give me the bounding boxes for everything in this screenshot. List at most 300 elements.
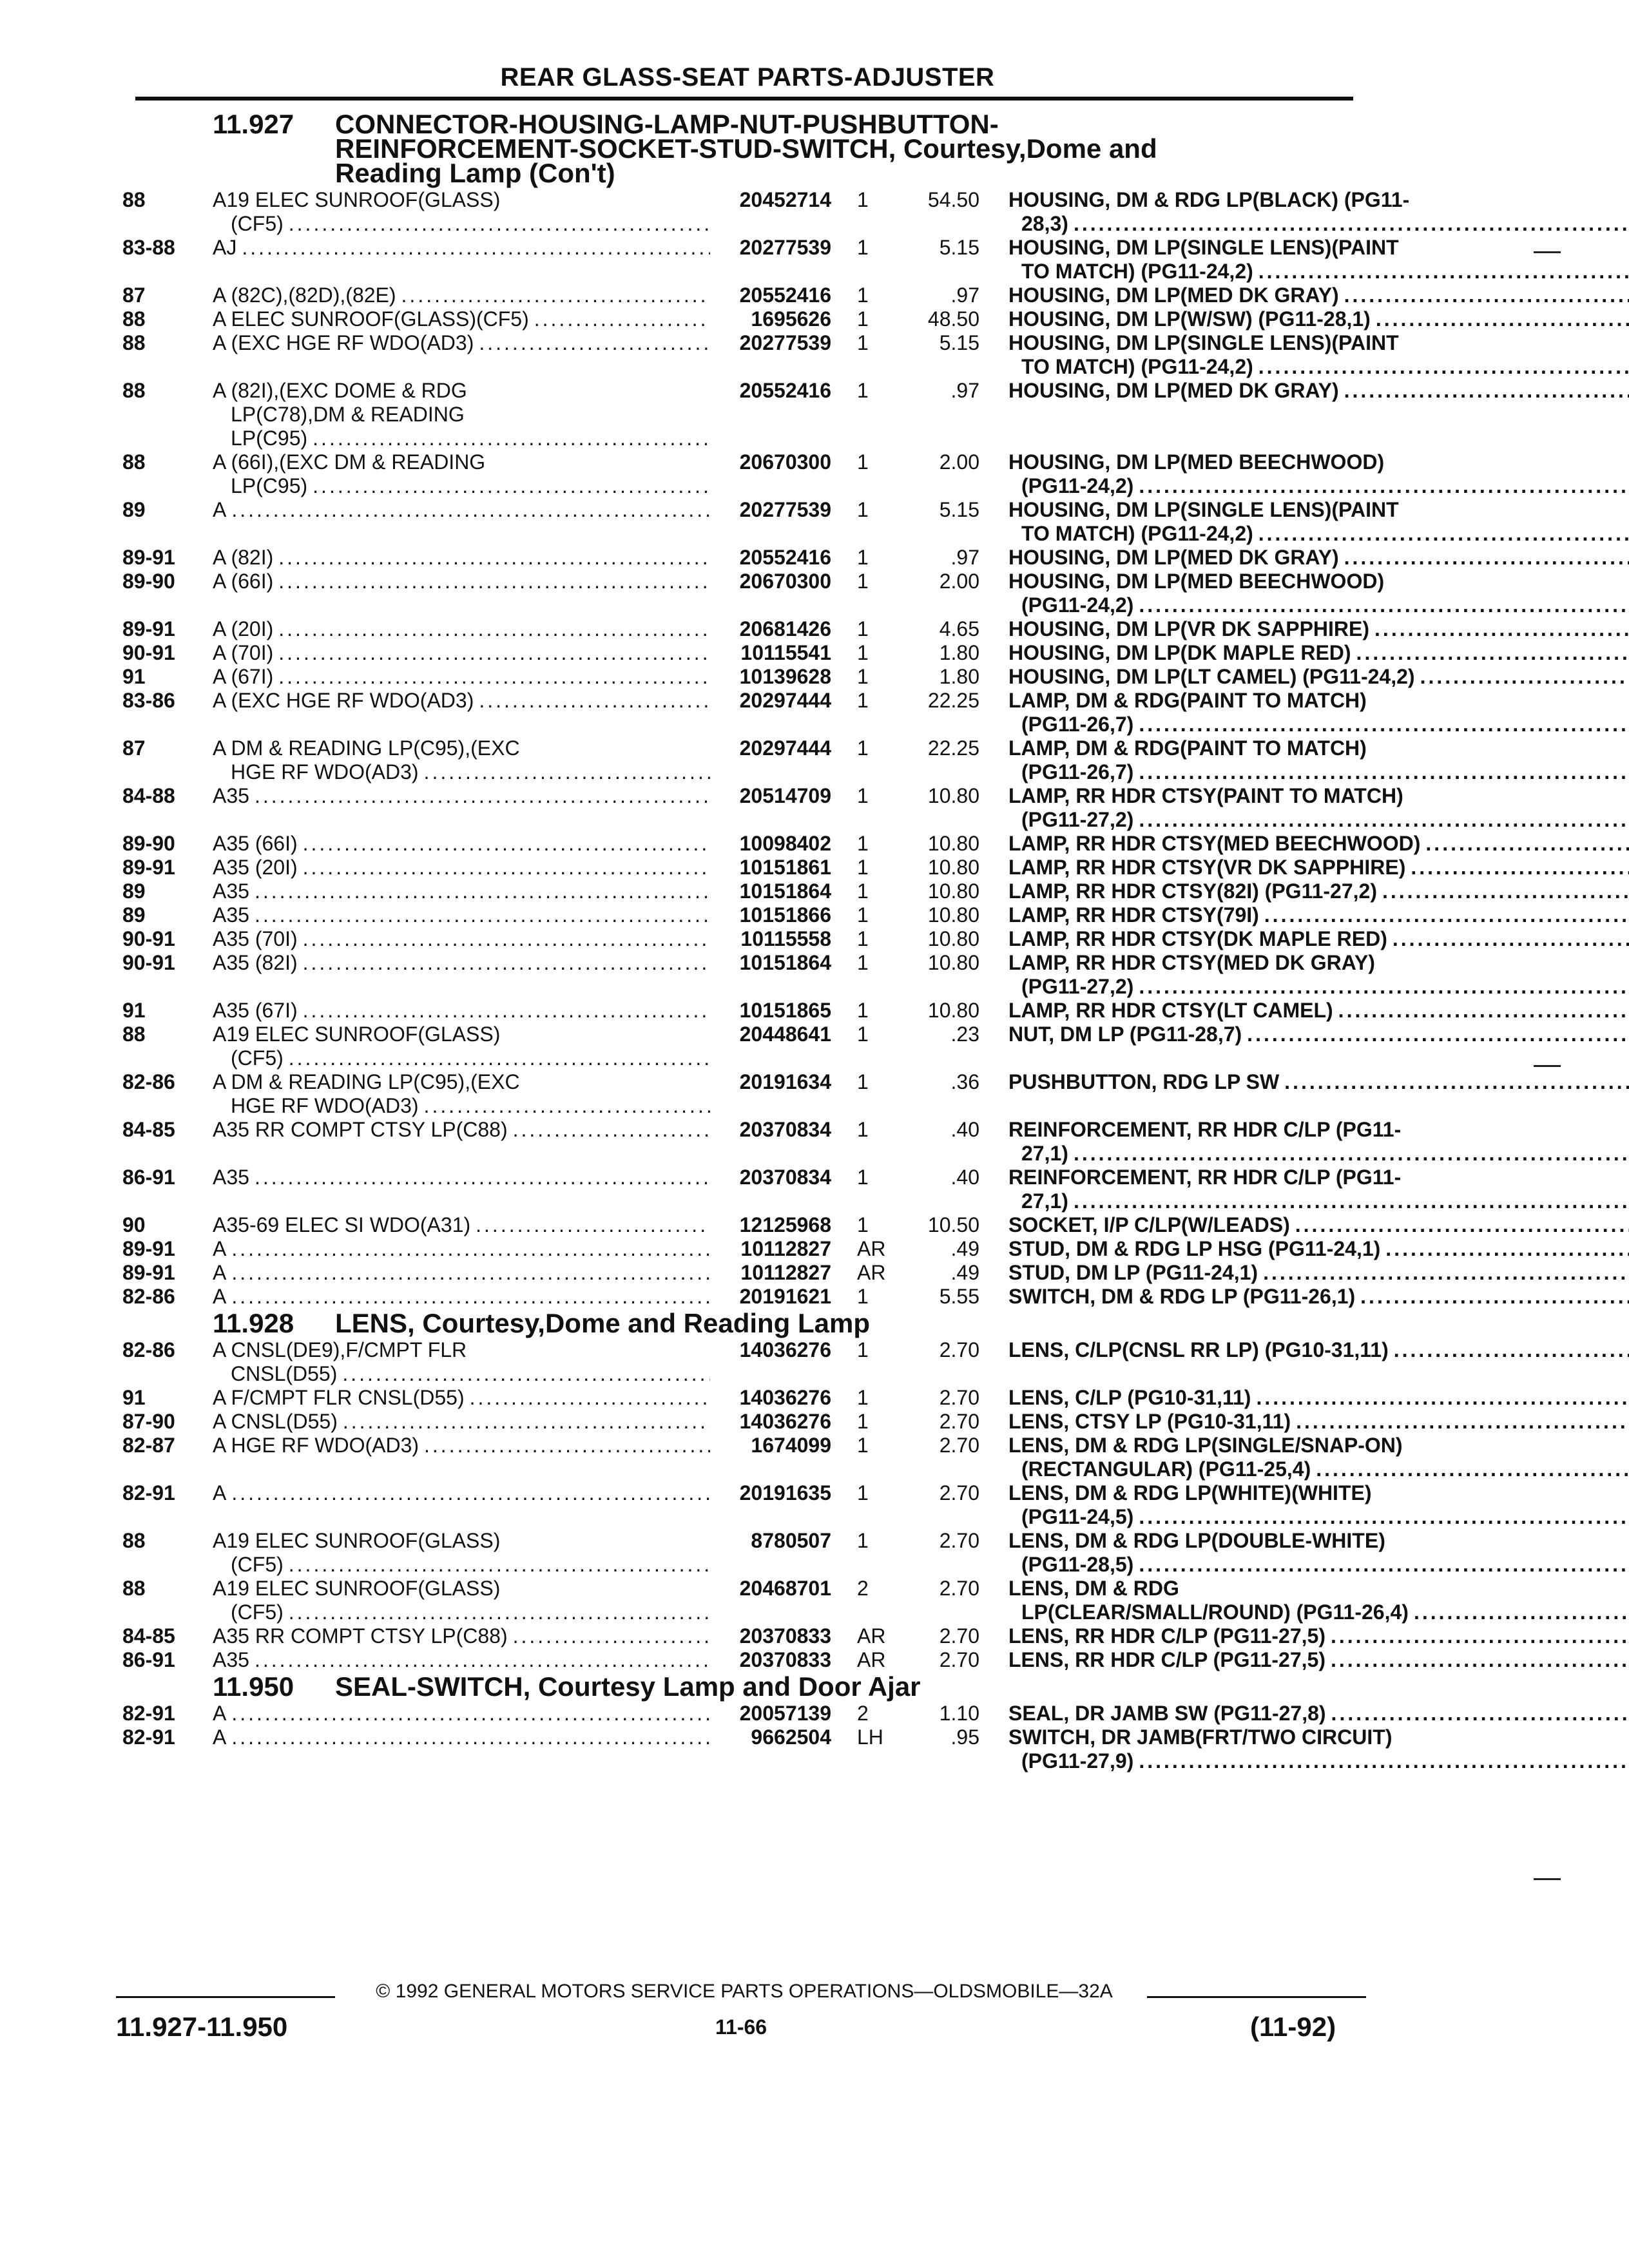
table-row: [122, 498, 1399, 546]
leader-dots: [278, 617, 710, 641]
part-number: 20514709: [739, 784, 831, 807]
table-row: [122, 1648, 1360, 1672]
application-line: [213, 1046, 715, 1070]
leader-dots: [1139, 808, 1629, 832]
description-text: HOUSING, DM LP(SINGLE LENS)(PAINT: [1008, 498, 1399, 521]
part-description: [979, 641, 1629, 665]
application-text: HGE RF WDO(AD3): [231, 1094, 419, 1117]
description-line: [1008, 856, 1629, 879]
description-line: [1008, 188, 1629, 212]
quantity: 1: [857, 951, 869, 974]
leader-dots: [479, 689, 710, 713]
section-title-line: Reading Lamp (Con't): [335, 158, 615, 188]
description-text: HOUSING, DM LP(W/SW) (PG11-28,1): [1008, 307, 1371, 331]
part-description: [979, 1237, 1629, 1261]
leader-dots: [1316, 1457, 1629, 1481]
table-row: [122, 784, 1403, 832]
part-number: 1674099: [751, 1434, 831, 1457]
section-title-line: SEAL-SWITCH, Courtesy Lamp and Door Ajar: [335, 1671, 921, 1702]
application-line: [213, 760, 715, 784]
application-line: [213, 951, 715, 975]
description-text: 28,3): [1021, 212, 1068, 235]
part-description: [979, 1213, 1629, 1237]
price: 4.65: [939, 617, 979, 640]
quantity: AR: [857, 1261, 886, 1284]
part-number: 20670300: [739, 570, 831, 593]
part-number: 10151864: [739, 951, 831, 974]
model-year: 87-90: [122, 1410, 175, 1433]
description-text: NUT, DM LP (PG11-28,7): [1008, 1023, 1242, 1046]
part-number: 14036276: [739, 1338, 831, 1361]
part-number: 10151861: [739, 856, 831, 879]
description-text: LAMP, RR HDR CTSY(MED BEECHWOOD): [1008, 832, 1421, 855]
application-text: A: [213, 1237, 227, 1260]
section-title: [335, 109, 1360, 188]
application-text: A: [213, 498, 227, 521]
description-line: [1008, 903, 1629, 927]
leader-dots: [424, 760, 710, 784]
footer-rule-left: [116, 1996, 335, 1998]
description-text: HOUSING, DM LP(SINGLE LENS)(PAINT: [1008, 236, 1399, 259]
quantity: 1: [857, 689, 869, 712]
application-cell: [213, 1338, 715, 1386]
description-line: [1008, 331, 1629, 355]
application-line: [213, 450, 715, 474]
application-line: [213, 665, 715, 689]
description-text: LAMP, RR HDR CTSY(82I) (PG11-27,2): [1008, 879, 1377, 903]
part-number: 10151866: [739, 903, 831, 927]
part-description: [979, 736, 1629, 784]
model-year: 86-91: [122, 1648, 175, 1671]
table-row: [122, 856, 1406, 879]
application-cell: [213, 999, 715, 1023]
leader-dots: [1258, 260, 1629, 284]
application-text: CNSL(D55): [231, 1362, 338, 1385]
quantity: 1: [857, 903, 869, 927]
quantity: 1: [857, 1118, 869, 1141]
application-line: [213, 236, 715, 260]
description-line: [1008, 379, 1629, 403]
leader-dots: [231, 1702, 710, 1725]
application-text: A (EXC HGE RF WDO(AD3): [213, 689, 474, 712]
price: .97: [950, 379, 979, 402]
part-number: 20191621: [739, 1285, 831, 1308]
quantity: 1: [857, 784, 869, 807]
leader-dots: [303, 927, 710, 951]
description-text: (RECTANGULAR) (PG11-25,4): [1021, 1457, 1311, 1481]
part-description: [979, 546, 1629, 570]
model-year: 82-86: [122, 1338, 175, 1361]
part-description: [979, 1070, 1629, 1094]
price: 2.70: [939, 1529, 979, 1552]
price: 1.80: [939, 641, 979, 664]
application-line: [213, 1434, 715, 1457]
leader-dots: [303, 999, 710, 1023]
price: 2.70: [939, 1624, 979, 1648]
leader-dots: [1247, 1023, 1629, 1046]
application-line: [213, 856, 715, 879]
table-row: [122, 379, 1360, 450]
description-line: [1008, 1749, 1629, 1773]
part-number: 20297444: [739, 736, 831, 760]
quantity: 1: [857, 546, 869, 569]
description-text: HOUSING, DM LP(LT CAMEL) (PG11-24,2): [1008, 665, 1415, 688]
leader-dots: [303, 832, 710, 856]
leader-dots: [1139, 1749, 1629, 1773]
leader-dots: [401, 284, 710, 307]
part-description: [979, 498, 1629, 546]
description-line: [1008, 474, 1629, 498]
model-year: 82-86: [122, 1070, 175, 1093]
model-year: 88: [122, 331, 146, 354]
application-text: A35: [213, 903, 249, 927]
model-year: 84-85: [122, 1118, 175, 1141]
description-text: LAMP, RR HDR CTSY(VR DK SAPPHIRE): [1008, 856, 1406, 879]
leader-dots: [1256, 1386, 1629, 1410]
model-year: 82-86: [122, 1285, 175, 1308]
application-text: A19 ELEC SUNROOF(GLASS): [213, 1529, 501, 1552]
section-number: 11.950: [213, 1671, 294, 1702]
application-cell: [213, 379, 715, 450]
application-text: A35 (66I): [213, 832, 298, 855]
leader-dots: [1425, 832, 1629, 856]
description-text: LAMP, RR HDR CTSY(MED DK GRAY): [1008, 951, 1375, 974]
description-text: SEAL, DR JAMB SW (PG11-27,8): [1008, 1702, 1326, 1725]
quantity: AR: [857, 1624, 886, 1648]
application-line: [213, 1261, 715, 1285]
leader-dots: [513, 1118, 710, 1142]
part-description: [979, 1386, 1629, 1410]
application-cell: [213, 450, 715, 498]
price: 2.00: [939, 450, 979, 474]
price: 1.80: [939, 665, 979, 688]
application-text: A35 (67I): [213, 999, 298, 1022]
leader-dots: [231, 498, 710, 522]
application-cell: [213, 856, 715, 879]
application-line: [213, 784, 715, 808]
table-row: [122, 570, 1385, 617]
application-cell: [213, 1261, 715, 1285]
description-text: TO MATCH) (PG11-24,2): [1021, 522, 1253, 545]
margin-tick: [1534, 251, 1561, 253]
application-line: [213, 903, 715, 927]
application-text: LP(C95): [231, 427, 308, 450]
quantity: 1: [857, 450, 869, 474]
application-cell: [213, 236, 715, 260]
part-description: [979, 689, 1629, 736]
application-line: [213, 570, 715, 593]
application-cell: [213, 784, 715, 808]
table-row: [122, 999, 1360, 1023]
section-title-line: CONNECTOR-HOUSING-LAMP-NUT-PUSHBUTTON-: [335, 109, 999, 139]
table-row: [122, 1261, 1360, 1285]
leader-dots: [1331, 1702, 1629, 1725]
application-line: [213, 498, 715, 522]
description-text: (PG11-26,7): [1021, 713, 1134, 736]
table-row: [122, 1023, 1360, 1070]
part-number: 20277539: [739, 331, 831, 354]
description-line: [1008, 879, 1629, 903]
application-line: [213, 1285, 715, 1309]
description-text: LENS, RR HDR C/LP (PG11-27,5): [1008, 1648, 1325, 1671]
application-text: A35: [213, 1648, 249, 1671]
leader-dots: [1344, 379, 1629, 403]
application-text: LP(C95): [231, 474, 308, 497]
application-text: (CF5): [231, 1553, 284, 1576]
description-line: [1008, 999, 1629, 1023]
part-number: 20670300: [739, 450, 831, 474]
description-line: [1008, 450, 1629, 474]
section-number: 11.928: [213, 1308, 294, 1338]
description-line: [1008, 1118, 1629, 1142]
price: 2.70: [939, 1434, 979, 1457]
part-number: 20370834: [739, 1166, 831, 1189]
description-text: SWITCH, DM & RDG LP (PG11-26,1): [1008, 1285, 1356, 1308]
part-description: [979, 1166, 1629, 1213]
application-cell: [213, 284, 715, 307]
application-line: [213, 379, 715, 403]
price: 2.70: [939, 1648, 979, 1671]
quantity: 1: [857, 331, 869, 354]
quantity: 1: [857, 1481, 869, 1504]
leader-dots: [1139, 713, 1629, 736]
model-year: 91: [122, 1386, 146, 1409]
leader-dots: [231, 1725, 710, 1749]
model-year: 87: [122, 284, 146, 307]
description-text: LENS, DM & RDG LP(WHITE)(WHITE): [1008, 1481, 1372, 1504]
description-line: [1008, 1702, 1629, 1725]
model-year: 90-91: [122, 951, 175, 974]
description-line: [1008, 570, 1629, 593]
leader-dots: [242, 236, 710, 260]
application-cell: [213, 665, 715, 689]
price: .49: [950, 1261, 979, 1284]
model-year: 82-91: [122, 1725, 175, 1749]
table-row: [122, 1213, 1360, 1237]
application-line: [213, 474, 715, 498]
table-row: [122, 1070, 1360, 1118]
description-line: [1008, 1410, 1629, 1434]
description-line: [1008, 713, 1629, 736]
application-text: A: [213, 1725, 227, 1749]
quantity: LH: [857, 1725, 883, 1749]
model-year: 82-91: [122, 1702, 175, 1725]
table-row: [122, 879, 1377, 903]
application-text: A35: [213, 784, 249, 807]
section-header: [213, 1308, 1360, 1338]
part-description: [979, 450, 1629, 498]
model-year: 88: [122, 1529, 146, 1552]
description-text: (PG11-24,2): [1021, 593, 1134, 617]
application-text: A19 ELEC SUNROOF(GLASS): [213, 188, 501, 211]
description-text: REINFORCEMENT, RR HDR C/LP (PG11-: [1008, 1166, 1402, 1189]
application-text: (CF5): [231, 212, 284, 235]
leader-dots: [1393, 927, 1629, 951]
application-text: LP(C78),DM & READING: [231, 403, 465, 426]
application-text: A35 RR COMPT CTSY LP(C88): [213, 1118, 508, 1141]
application-text: A35-69 ELEC SI WDO(A31): [213, 1213, 471, 1236]
quantity: 1: [857, 284, 869, 307]
price: 10.80: [927, 879, 979, 903]
price: 10.80: [927, 784, 979, 807]
part-description: [979, 570, 1629, 617]
application-cell: [213, 1702, 715, 1725]
part-description: [979, 1434, 1629, 1481]
price: 54.50: [927, 188, 979, 211]
leader-dots: [303, 856, 710, 879]
leader-dots: [231, 1285, 710, 1309]
quantity: 1: [857, 927, 869, 950]
model-year: 88: [122, 450, 146, 474]
leader-dots: [1331, 1648, 1629, 1672]
header-rule: [135, 97, 1353, 101]
model-year: 91: [122, 665, 146, 688]
price: 5.15: [939, 236, 979, 259]
price: 2.00: [939, 570, 979, 593]
leader-dots: [1258, 522, 1629, 546]
application-cell: [213, 736, 715, 784]
leader-dots: [303, 951, 710, 975]
leader-dots: [289, 1600, 710, 1624]
description-text: STUD, DM LP (PG11-24,1): [1008, 1261, 1258, 1284]
price: 5.15: [939, 331, 979, 354]
application-cell: [213, 927, 715, 951]
leader-dots: [1258, 355, 1629, 379]
part-number: 20191635: [739, 1481, 831, 1504]
part-number: 8780507: [751, 1529, 831, 1552]
description-line: [1008, 832, 1629, 856]
price: .95: [950, 1725, 979, 1749]
part-description: [979, 951, 1629, 999]
model-year: 83-86: [122, 689, 175, 712]
leader-dots: [255, 784, 710, 808]
description-line: [1008, 1725, 1629, 1749]
leader-dots: [231, 1481, 710, 1505]
model-year: 83-88: [122, 236, 175, 259]
description-text: HOUSING, DM LP(VR DK SAPPHIRE): [1008, 617, 1370, 640]
quantity: 1: [857, 1529, 869, 1552]
application-line: [213, 641, 715, 665]
application-line: [213, 546, 715, 570]
quantity: 2: [857, 1577, 869, 1600]
table-row: [122, 617, 1370, 641]
application-cell: [213, 1237, 715, 1261]
description-line: [1008, 593, 1629, 617]
part-description: [979, 879, 1629, 903]
application-line: [213, 1237, 715, 1261]
quantity: 1: [857, 236, 869, 259]
application-text: A F/CMPT FLR CNSL(D55): [213, 1386, 465, 1409]
part-number: 10112827: [740, 1237, 831, 1260]
model-year: 91: [122, 999, 146, 1022]
description-text: STUD, DM & RDG LP HSG (PG11-24,1): [1008, 1237, 1381, 1260]
price: .97: [950, 546, 979, 569]
price: 2.70: [939, 1338, 979, 1361]
quantity: 1: [857, 1434, 869, 1457]
application-text: A (20I): [213, 617, 274, 640]
price: 2.70: [939, 1386, 979, 1409]
description-text: LENS, DM & RDG LP(SINGLE/SNAP-ON): [1008, 1434, 1403, 1457]
application-cell: [213, 1529, 715, 1577]
quantity: 1: [857, 641, 869, 664]
leader-dots: [1264, 903, 1629, 927]
application-line: [213, 1529, 715, 1553]
description-text: PUSHBUTTON, RDG LP SW: [1008, 1070, 1280, 1093]
price: 5.55: [939, 1285, 979, 1308]
model-year: 89-90: [122, 832, 175, 855]
description-line: [1008, 1600, 1629, 1624]
part-number: 10151865: [739, 999, 831, 1022]
description-line: [1008, 951, 1629, 975]
description-line: [1008, 546, 1629, 570]
quantity: 1: [857, 188, 869, 211]
part-number: 20370833: [739, 1624, 831, 1648]
quantity: 1: [857, 1023, 869, 1046]
leader-dots: [289, 212, 710, 236]
description-text: HOUSING, DM LP(MED DK GRAY): [1008, 284, 1339, 307]
application-cell: [213, 1118, 715, 1142]
price: .40: [950, 1118, 979, 1141]
leader-dots: [1139, 1505, 1629, 1529]
application-line: [213, 927, 715, 951]
application-line: [213, 212, 715, 236]
price: .23: [950, 1023, 979, 1046]
application-line: [213, 1070, 715, 1094]
price: 10.80: [927, 927, 979, 950]
application-cell: [213, 1166, 715, 1189]
part-number: 10139628: [739, 665, 831, 688]
model-year: 89-91: [122, 1261, 175, 1284]
description-text: 27,1): [1021, 1189, 1068, 1213]
leader-dots: [1376, 307, 1629, 331]
application-line: [213, 307, 715, 331]
leader-dots: [1374, 617, 1629, 641]
description-text: LAMP, RR HDR CTSY(LT CAMEL): [1008, 999, 1333, 1022]
application-line: [213, 1410, 715, 1434]
leader-dots: [513, 1624, 710, 1648]
footer-rule-right: [1147, 1996, 1366, 1998]
model-year: 89: [122, 498, 146, 521]
application-text: A35: [213, 879, 249, 903]
part-description: [979, 1648, 1629, 1672]
model-year: 89-91: [122, 1237, 175, 1260]
description-text: TO MATCH) (PG11-24,2): [1021, 355, 1253, 378]
application-line: [213, 1094, 715, 1118]
leader-dots: [424, 1094, 710, 1118]
application-line: [213, 427, 715, 450]
part-description: [979, 1481, 1629, 1529]
description-text: (PG11-27,2): [1021, 808, 1134, 831]
model-year: 89: [122, 903, 146, 927]
model-year: 86-91: [122, 1166, 175, 1189]
table-row: [122, 307, 1371, 331]
quantity: AR: [857, 1237, 886, 1260]
application-cell: [213, 498, 715, 522]
table-row: [122, 1577, 1409, 1624]
parts-listing: [122, 109, 1421, 1773]
description-text: HOUSING, DM LP(SINGLE LENS)(PAINT: [1008, 331, 1399, 354]
description-line: [1008, 736, 1629, 760]
model-year: 88: [122, 1023, 146, 1046]
part-description: [979, 1577, 1629, 1624]
application-text: A HGE RF WDO(AD3): [213, 1434, 419, 1457]
application-text: A DM & READING LP(C95),(EXC: [213, 1070, 520, 1093]
description-text: (PG11-28,5): [1021, 1553, 1134, 1576]
section-number: 11.927: [213, 109, 294, 139]
table-row: [122, 1285, 1360, 1309]
application-text: A (82C),(82D),(82E): [213, 284, 396, 307]
part-description: [979, 617, 1629, 641]
